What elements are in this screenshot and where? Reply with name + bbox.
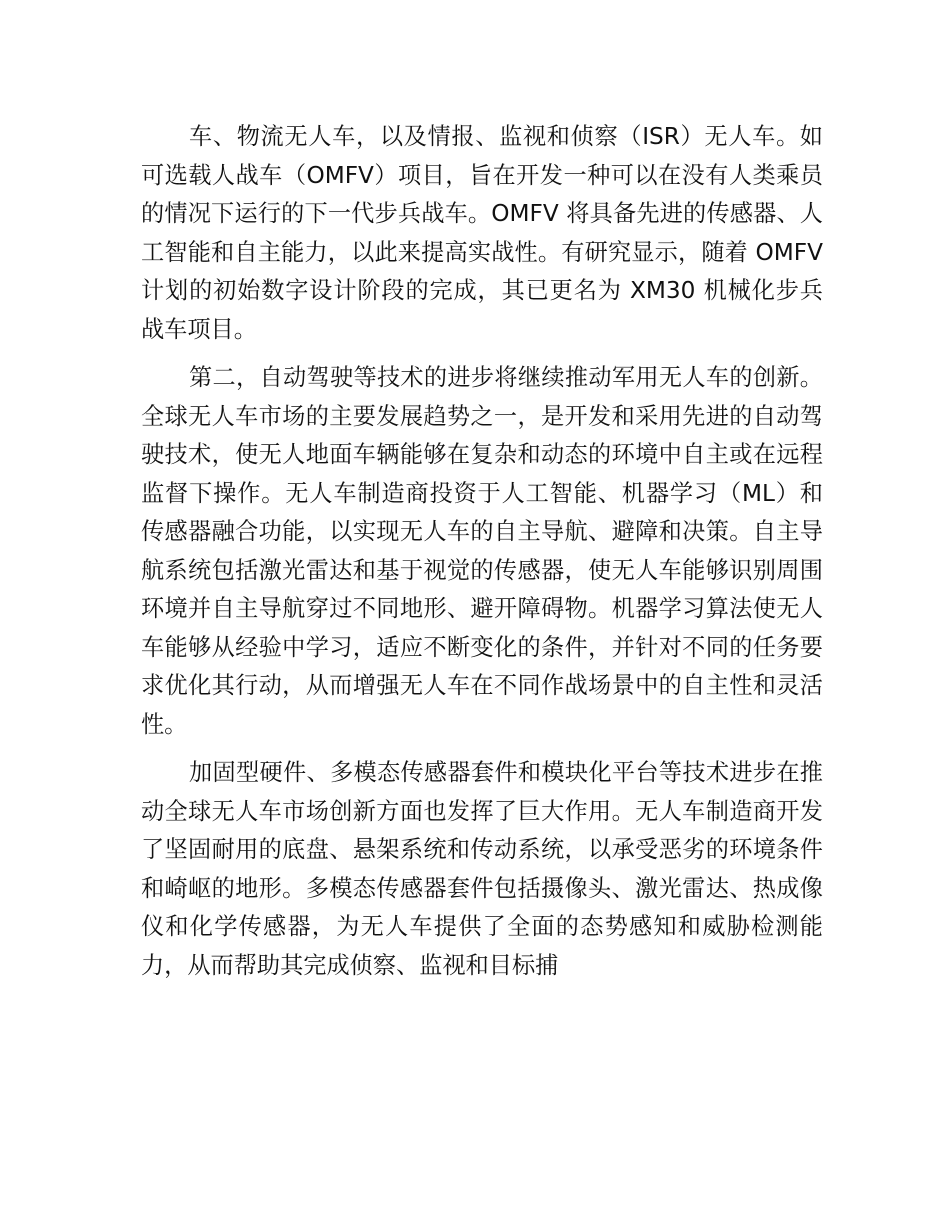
paragraph-autonomous-driving: 第二，自动驾驶等技术的进步将继续推动军用无人车的创新。全球无人车市场的主要发展趋势之一，是开发和采用先进的自动驾驶技术，使无人地面车辆能够在复杂和动态的环境中自主或在远程监督下操作。无人车制造商投资于人工智能、机器学习（ML）和传感器融合功能，以实现无人车的自主导航、避障和决策。自主导航系统包括激光雷达和基于视觉的传感器，使无人车能够识别周围环境并自主导航穿过不同地形、避开障碍物。机器学习算法使无人车能够从经验中学习，适应不断变化的条件，并针对不同的任务要求优化其行动，从而增强无人车在不同作战场景中的自主性和灵活性。 [141,364,823,738]
paragraph-gap [141,744,823,754]
paragraph-isr-omfv: 车、物流无人车，以及情报、监视和侦察（ISR）无人车。如可选载人战车（OMFV）项目，旨在开发一种可以在没有人类乘员的情况下运行的下一代步兵战车。OMFV 将具备先进的传感器、人工智能和自主能力，以此来提高实战性。有研究显示，随着 OMFV 计划的初始数字设计阶段的完成，其已更名为 XM30 机械化步兵战车项目。 [141,123,823,343]
paragraph-rugged-hardware: 加固型硬件、多模态传感器套件和模块化平台等技术进步在推动全球无人车市场创新方面也发挥了巨大作用。无人车制造商开发了坚固耐用的底盘、悬架系统和传动系统，以承受恶劣的环境条件和崎岖的地形。多模态传感器套件包括摄像头、激光雷达、热成像仪和化学传感器，为无人车提供了全面的态势感知和威胁检测能力，从而帮助其完成侦察、监视和目标捕 [141,759,823,979]
paragraph-gap [141,349,823,359]
document-body [141,118,823,985]
